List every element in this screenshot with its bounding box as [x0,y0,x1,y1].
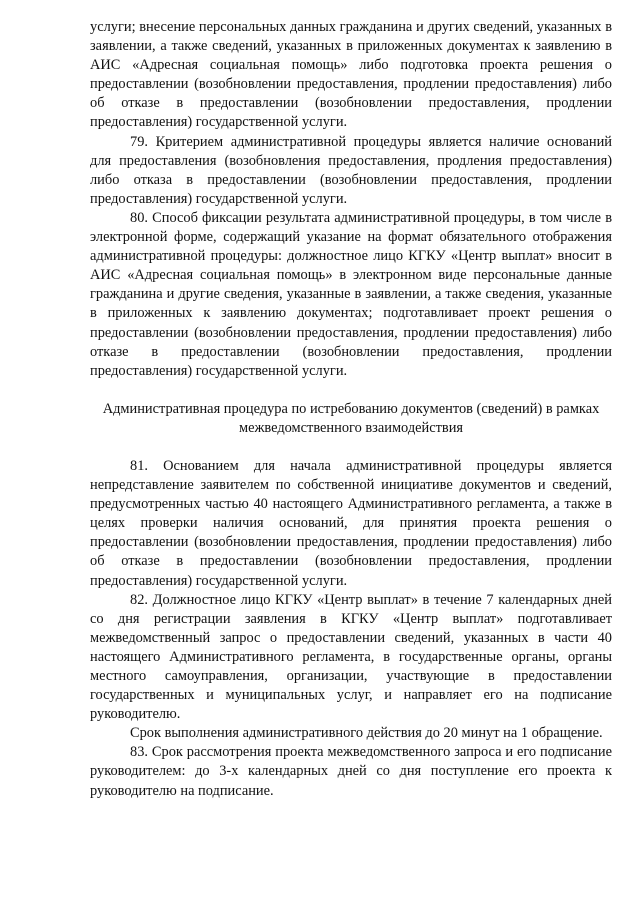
paragraph-82: 82. Должностное лицо КГКУ «Центр выплат» в течение 7 календарных дней со дня регистрации заявления в КГКУ «Центр выплат» подготавливает межведомственный запрос о предоставлении сведений, указанных в части 40 настоящего Административного регламента, в государственные органы, органы местного самоуправления, организации, участвующие в предоставлении государственных и муниципальных услуг, и направляет его на подписание руководителю. [90,591,612,723]
paragraph-79: 79. Критерием административной процедуры является наличие оснований для предоставления (возобновления предоставления, продления предоставления) либо отказа в предоставлении (возобновлении предоставления, продлении предоставления) государственной услуги. [90,133,612,207]
paragraph-81: 81. Основанием для начала административной процедуры является непредставление заявителем по собственной инициативе документов и сведений, предусмотренных частью 40 настоящего Административного регламента, а также в целях проверки наличия оснований, для принятия проекта решения о предоставлении (возобновлении предоставления, продлении предоставления) либо об отказе в предоставлении (возобновлении предоставления, продлении предоставления) государственной услуги. [90,457,612,589]
section-heading: Административная процедура по истребованию документов (сведений) в рамках межведомственного взаимодействия [102,400,600,436]
paragraph-80: 80. Способ фиксации результата административной процедуры, в том числе в электронной форме, содержащий указание на формат обязательного отображения административной процедуры: должностное лицо КГКУ «Центр выплат» вносит в АИС «Адресная социальная помощь» в электронном виде персональные данные гражданина и другие сведения, указанные в заявлении, а также сведения, указанные в приложенных к заявлению документах; подготавливает проект решения о предоставлении (возобновлении предоставления, продлении предоставления) либо отказе в предоставлении (возобновлении предоставления, продлении предоставления) государственной услуги. [90,209,612,379]
paragraph-83: 83. Срок рассмотрения проекта межведомственного запроса и его подписание руководителем: до 3-х календарных дней со дня поступление его проекта к руководителю на подписание. [90,744,612,799]
paragraph-deadline: Срок выполнения административного действия до 20 минут на 1 обращение. [130,725,603,742]
paragraph-continuation: услуги; внесение персональных данных гражданина и других сведений, указанных в заявлении, а также сведений, указанных в приложенных документах к заявлению в АИС «Адресная социальная помощь» либо подготовка проекта решения о предоставлении (возобновлении предоставления, продлении предоставления) либо об отказе в предоставлении (возобновлении предоставления, продлении предоставления) государственной услуги. [90,19,612,131]
document-page [90,18,612,801]
